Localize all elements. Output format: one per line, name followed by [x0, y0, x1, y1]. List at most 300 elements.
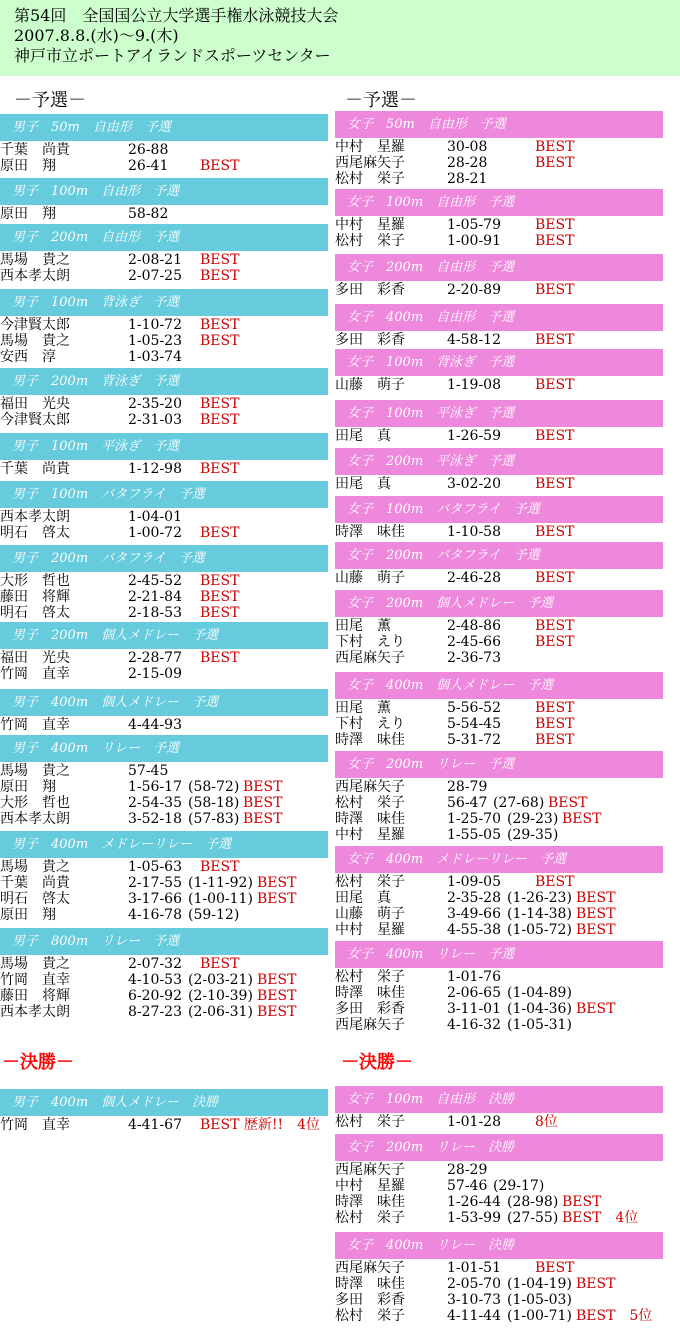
swimmer-name: 馬場 貴之 [0, 859, 70, 875]
result-time: 2-45-66 [447, 634, 501, 650]
result-row [0, 811, 328, 827]
result-time: 1-10-72 [128, 317, 182, 333]
record-tag: BEST 5位 [576, 1308, 653, 1324]
result-row [335, 155, 663, 171]
result-list [335, 475, 663, 492]
result-time: 2-54-35 [128, 795, 182, 811]
record-tag: BEST [535, 282, 575, 298]
swimmer-name: 中村 星羅 [335, 922, 405, 938]
swimmer-name: 福田 光央 [0, 650, 70, 666]
result-time: 28-79 [447, 779, 488, 795]
record-tag: BEST [200, 589, 240, 605]
result-time: 2-28-77 [128, 650, 182, 666]
result-time: 5-31-72 [447, 732, 501, 748]
result-row [335, 634, 663, 650]
event-title: 女子 200m リレー 予選 [335, 751, 663, 778]
result-row [335, 874, 663, 890]
split-time: (29-35) [507, 827, 559, 843]
event-title: 女子 400m リレー 決勝 [335, 1232, 663, 1259]
record-tag: BEST [200, 396, 240, 412]
event-title: 女子 50m 自由形 予選 [335, 111, 663, 138]
swimmer-name: 西本孝太朗 [0, 509, 70, 525]
swimmer-name: 田尾 真 [335, 476, 391, 492]
split-time: (59-12) [188, 907, 240, 923]
record-tag: BEST [257, 1004, 297, 1020]
prelim-event-block [335, 304, 663, 348]
swimmer-name: 松村 栄子 [335, 233, 405, 249]
swimmer-name: 藤田 将輝 [0, 589, 70, 605]
final-section-label: －決勝－ [341, 1052, 413, 1073]
prelim-event-block [335, 941, 663, 1033]
prelim-event-block [0, 831, 328, 923]
event-title: 女子 400m メドレーリレー 予選 [335, 846, 663, 873]
event-title: 男子 200m 自由形 予選 [0, 224, 328, 251]
result-row [335, 233, 663, 249]
result-time: 4-16-32 [447, 1017, 501, 1033]
result-row [0, 875, 328, 891]
result-time: 1-19-08 [447, 377, 501, 393]
result-row [0, 650, 328, 666]
event-title: 男子 400m リレー 予選 [0, 735, 328, 762]
result-list [335, 281, 663, 298]
swimmer-name: 明石 啓太 [0, 891, 70, 907]
result-row [0, 142, 328, 158]
result-time: 57-45 [128, 763, 169, 779]
swimmer-name: 大形 哲也 [0, 795, 70, 811]
prelim-event-block [0, 481, 328, 541]
split-time: (1-05-03) [507, 1292, 572, 1308]
result-time: 2-46-28 [447, 570, 501, 586]
swimmer-name: 西尾麻矢子 [335, 1162, 405, 1178]
swimmer-name: 多田 彩香 [335, 332, 405, 348]
record-tag: BEST [200, 333, 240, 349]
swimmer-name: 山藤 萌子 [335, 906, 405, 922]
result-row [335, 811, 663, 827]
result-time: 26-41 [128, 158, 169, 174]
swimmer-name: 時澤 味佳 [335, 732, 405, 748]
event-title: 男子 100m バタフライ 予選 [0, 481, 328, 508]
prelim-event-block [335, 496, 663, 540]
result-time: 58-82 [128, 206, 169, 222]
swimmer-name: 大形 哲也 [0, 573, 70, 589]
prelim-event-block [335, 349, 663, 393]
result-row [0, 252, 328, 268]
meet-title: 第54回 全国国公立大学選手権水泳競技大会 [14, 6, 339, 25]
result-list [335, 968, 663, 1033]
record-tag: BEST [243, 811, 283, 827]
record-tag: BEST [576, 890, 616, 906]
result-time: 1-09-05 [447, 874, 501, 890]
result-time: 1-03-74 [128, 349, 182, 365]
result-row [335, 922, 663, 938]
record-tag: BEST [562, 811, 602, 827]
swimmer-name: 藤田 将輝 [0, 988, 70, 1004]
result-time: 2-17-55 [128, 875, 182, 891]
result-time: 1-12-98 [128, 461, 182, 477]
result-row [0, 349, 328, 365]
swimmer-name: 中村 星羅 [335, 139, 405, 155]
result-row [0, 795, 328, 811]
split-time: (1-14-38) [507, 906, 572, 922]
event-title: 男子 50m 自由形 予選 [0, 114, 328, 141]
result-row [335, 524, 663, 540]
record-tag: BEST [535, 524, 575, 540]
record-tag: BEST [200, 252, 240, 268]
result-list [335, 778, 663, 843]
result-row [335, 428, 663, 444]
record-tag: BEST [257, 875, 297, 891]
event-title: 女子 200m 平泳ぎ 予選 [335, 448, 663, 475]
swimmer-name: 時澤 味佳 [335, 1276, 405, 1292]
record-tag: BEST [200, 605, 240, 621]
record-tag: BEST [200, 650, 240, 666]
result-list [0, 716, 328, 733]
event-title: 女子 100m 自由形 予選 [335, 189, 663, 216]
swimmer-name: 松村 栄子 [335, 1210, 405, 1226]
result-list [335, 873, 663, 938]
result-time: 2-35-20 [128, 396, 182, 412]
swimmer-name: 馬場 貴之 [0, 763, 70, 779]
swimmer-name: 中村 星羅 [335, 827, 405, 843]
swimmer-name: 原田 翔 [0, 907, 56, 923]
result-time: 2-18-53 [128, 605, 182, 621]
swimmer-name: 千葉 尚貴 [0, 875, 70, 891]
record-tag: BEST [257, 972, 297, 988]
result-row [335, 332, 663, 348]
result-time: 5-56-52 [447, 700, 501, 716]
result-time: 26-88 [128, 142, 169, 158]
swimmer-name: 西本孝太朗 [0, 268, 70, 284]
prelim-event-block [335, 448, 663, 492]
result-time: 2-06-65 [447, 985, 501, 1001]
prelim-event-block [0, 224, 328, 284]
event-title: 男子 200m 個人メドレー 予選 [0, 622, 328, 649]
swimmer-name: 時澤 味佳 [335, 1194, 405, 1210]
result-time: 2-07-32 [128, 956, 182, 972]
result-time: 2-05-70 [447, 1276, 501, 1292]
result-time: 2-15-09 [128, 666, 182, 682]
final-event-block [335, 1086, 663, 1130]
result-row [335, 1276, 663, 1292]
result-row [335, 1001, 663, 1017]
result-row [335, 890, 663, 906]
result-row [0, 907, 328, 923]
result-row [335, 1178, 663, 1194]
record-tag: BEST [535, 634, 575, 650]
record-tag: BEST [535, 570, 575, 586]
event-title: 女子 100m 背泳ぎ 予選 [335, 349, 663, 376]
result-time: 2-08-21 [128, 252, 182, 268]
swimmer-name: 松村 栄子 [335, 795, 405, 811]
swimmer-name: 下村 えり [335, 716, 405, 732]
event-title: 男子 200m バタフライ 予選 [0, 545, 328, 572]
prelim-event-block [335, 672, 663, 748]
result-row [335, 377, 663, 393]
result-time: 2-20-89 [447, 282, 501, 298]
prelim-event-block [0, 289, 328, 365]
prelim-section-label: －予選－ [14, 90, 86, 111]
swimmer-name: 西尾麻矢子 [335, 155, 405, 171]
result-row [0, 666, 328, 682]
result-row [0, 779, 328, 795]
swimmer-name: 西本孝太朗 [0, 811, 70, 827]
result-list [335, 376, 663, 393]
record-tag: BEST 歴新!! 4位 [200, 1117, 321, 1133]
split-time: (27-68) [493, 795, 545, 811]
result-list [335, 216, 663, 249]
swimmer-name: 松村 栄子 [335, 1308, 405, 1324]
prelim-event-block [0, 545, 328, 621]
split-time: (1-11-92) [188, 875, 253, 891]
event-title: 男子 800m リレー 予選 [0, 928, 328, 955]
prelim-event-block [335, 846, 663, 938]
prelim-event-block [0, 368, 328, 428]
result-row [0, 158, 328, 174]
page-header [0, 0, 680, 76]
swimmer-name: 福田 光央 [0, 396, 70, 412]
result-list [0, 141, 328, 174]
result-list [0, 205, 328, 222]
record-tag: BEST [200, 461, 240, 477]
event-title: 男子 400m 個人メドレー 決勝 [0, 1089, 328, 1116]
record-tag: BEST [535, 618, 575, 634]
event-title: 女子 200m バタフライ 予選 [335, 542, 663, 569]
result-time: 1-53-99 [447, 1210, 501, 1226]
result-time: 1-00-72 [128, 525, 182, 541]
final-event-block [0, 1089, 328, 1133]
result-time: 3-11-01 [447, 1001, 501, 1017]
record-tag: BEST [243, 779, 283, 795]
result-row [0, 859, 328, 875]
result-time: 4-41-67 [128, 1117, 182, 1133]
record-tag: BEST [535, 428, 575, 444]
result-time: 4-11-44 [447, 1308, 501, 1324]
result-row [335, 985, 663, 1001]
final-section-label: －決勝－ [2, 1052, 74, 1073]
split-time: (2-06-31) [188, 1004, 253, 1020]
result-time: 8-27-23 [128, 1004, 182, 1020]
record-tag: BEST 4位 [562, 1210, 639, 1226]
split-time: (58-18) [188, 795, 240, 811]
swimmer-name: 多田 彩香 [335, 282, 405, 298]
result-row [0, 461, 328, 477]
result-time: 4-44-93 [128, 717, 182, 733]
prelim-event-block [335, 254, 663, 298]
result-list [335, 523, 663, 540]
event-title: 女子 400m 自由形 予選 [335, 304, 663, 331]
swimmer-name: 山藤 萌子 [335, 570, 405, 586]
result-time: 3-10-73 [447, 1292, 501, 1308]
result-list [335, 331, 663, 348]
swimmer-name: 西尾麻矢子 [335, 779, 405, 795]
record-tag: BEST [200, 158, 240, 174]
result-row [0, 972, 328, 988]
event-title: 女子 100m 平泳ぎ 予選 [335, 400, 663, 427]
result-time: 2-45-52 [128, 573, 182, 589]
swimmer-name: 田尾 薫 [335, 700, 391, 716]
record-tag: BEST [535, 874, 575, 890]
result-row [0, 1117, 328, 1133]
result-time: 3-52-18 [128, 811, 182, 827]
result-time: 3-49-66 [447, 906, 501, 922]
result-list [0, 460, 328, 477]
split-time: (1-04-89) [507, 985, 572, 1001]
result-list [335, 1259, 663, 1324]
event-title: 女子 100m 自由形 決勝 [335, 1086, 663, 1113]
event-title: 男子 200m 背泳ぎ 予選 [0, 368, 328, 395]
record-tag: BEST [576, 1001, 616, 1017]
result-time: 2-36-73 [447, 650, 501, 666]
record-tag: BEST [243, 795, 283, 811]
result-time: 1-01-51 [447, 1260, 501, 1276]
result-row [335, 827, 663, 843]
split-time: (2-10-39) [188, 988, 253, 1004]
swimmer-name: 原田 翔 [0, 206, 56, 222]
record-tag: BEST [576, 1276, 616, 1292]
swimmer-name: 千葉 尚貴 [0, 142, 70, 158]
event-title: 男子 400m 個人メドレー 予選 [0, 689, 328, 716]
swimmer-name: 松村 栄子 [335, 874, 405, 890]
result-list [0, 1116, 328, 1133]
result-row [335, 700, 663, 716]
split-time: (58-72) [188, 779, 240, 795]
result-row [0, 525, 328, 541]
record-tag: BEST [535, 732, 575, 748]
result-time: 1-01-76 [447, 969, 501, 985]
result-row [335, 1292, 663, 1308]
result-list [335, 427, 663, 444]
result-list [0, 251, 328, 284]
result-row [0, 268, 328, 284]
swimmer-name: 竹岡 直幸 [0, 1117, 70, 1133]
result-row [0, 988, 328, 1004]
record-tag: BEST [535, 155, 575, 171]
result-row [0, 956, 328, 972]
result-time: 1-26-44 [447, 1194, 501, 1210]
meet-venue: 神戸市立ポートアイランドスポーツセンター [14, 46, 331, 65]
swimmer-name: 西本孝太朗 [0, 1004, 70, 1020]
prelim-event-block [335, 111, 663, 187]
record-tag: 8位 [535, 1114, 558, 1130]
result-row [335, 139, 663, 155]
split-time: (27-55) [507, 1210, 559, 1226]
event-title: 女子 200m 個人メドレー 予選 [335, 590, 663, 617]
swimmer-name: 明石 啓太 [0, 605, 70, 621]
result-row [335, 716, 663, 732]
result-time: 28-29 [447, 1162, 488, 1178]
record-tag: BEST [535, 700, 575, 716]
result-time: 4-55-38 [447, 922, 501, 938]
prelim-event-block [0, 178, 328, 222]
record-tag: BEST [257, 988, 297, 1004]
split-time: (29-17) [493, 1178, 545, 1194]
result-row [0, 573, 328, 589]
split-time: (29-23) [507, 811, 559, 827]
result-time: 4-58-12 [447, 332, 501, 348]
swimmer-name: 竹岡 直幸 [0, 717, 70, 733]
result-time: 1-00-91 [447, 233, 501, 249]
result-list [335, 138, 663, 187]
result-time: 28-21 [447, 171, 488, 187]
result-time: 3-17-66 [128, 891, 182, 907]
result-row [335, 1210, 663, 1226]
swimmer-name: 今津賢太郎 [0, 412, 70, 428]
swimmer-name: 西尾麻矢子 [335, 1017, 405, 1033]
event-title: 男子 100m 自由形 予選 [0, 178, 328, 205]
result-row [335, 282, 663, 298]
prelim-event-block [0, 689, 328, 733]
result-time: 1-01-28 [447, 1114, 501, 1130]
result-list [0, 508, 328, 541]
result-list [335, 1113, 663, 1130]
swimmer-name: 原田 翔 [0, 158, 56, 174]
split-time: (1-00-71) [507, 1308, 572, 1324]
record-tag: BEST [576, 906, 616, 922]
result-row [335, 1017, 663, 1033]
result-row [0, 717, 328, 733]
record-tag: BEST [535, 217, 575, 233]
swimmer-name: 多田 彩香 [335, 1292, 405, 1308]
result-row [0, 763, 328, 779]
record-tag: BEST [200, 317, 240, 333]
prelim-event-block [335, 751, 663, 843]
result-row [0, 589, 328, 605]
result-list [0, 572, 328, 621]
event-title: 女子 200m リレー 決勝 [335, 1134, 663, 1161]
swimmer-name: 馬場 貴之 [0, 956, 70, 972]
result-row [335, 1194, 663, 1210]
result-time: 2-35-28 [447, 890, 501, 906]
result-row [0, 1004, 328, 1020]
swimmer-name: 田尾 真 [335, 428, 391, 444]
record-tag: BEST [200, 859, 240, 875]
record-tag: BEST [535, 233, 575, 249]
swimmer-name: 松村 栄子 [335, 1114, 405, 1130]
record-tag: BEST [535, 332, 575, 348]
record-tag: BEST [548, 795, 588, 811]
swimmer-name: 明石 啓太 [0, 525, 70, 541]
event-title: 男子 100m 平泳ぎ 予選 [0, 433, 328, 460]
swimmer-name: 田尾 薫 [335, 618, 391, 634]
prelim-event-block [0, 622, 328, 682]
event-title: 女子 100m バタフライ 予選 [335, 496, 663, 523]
result-time: 1-56-17 [128, 779, 182, 795]
prelim-event-block [0, 433, 328, 477]
result-row [335, 217, 663, 233]
result-row [335, 969, 663, 985]
record-tag: BEST [535, 476, 575, 492]
split-time: (1-04-19) [507, 1276, 572, 1292]
result-row [335, 171, 663, 187]
split-time: (1-26-23) [507, 890, 572, 906]
swimmer-name: 馬場 貴之 [0, 333, 70, 349]
split-time: (2-03-21) [188, 972, 253, 988]
record-tag: BEST [535, 716, 575, 732]
swimmer-name: 中村 星羅 [335, 1178, 405, 1194]
event-title: 女子 400m リレー 予選 [335, 941, 663, 968]
final-event-block [335, 1232, 663, 1324]
prelim-event-block [0, 114, 328, 174]
result-time: 28-28 [447, 155, 488, 171]
swimmer-name: 千葉 尚貴 [0, 461, 70, 477]
result-row [0, 605, 328, 621]
event-title: 男子 100m 背泳ぎ 予選 [0, 289, 328, 316]
split-time: (1-04-36) [507, 1001, 572, 1017]
result-time: 1-04-01 [128, 509, 182, 525]
swimmer-name: 時澤 味佳 [335, 524, 405, 540]
result-list [0, 858, 328, 923]
result-row [335, 570, 663, 586]
